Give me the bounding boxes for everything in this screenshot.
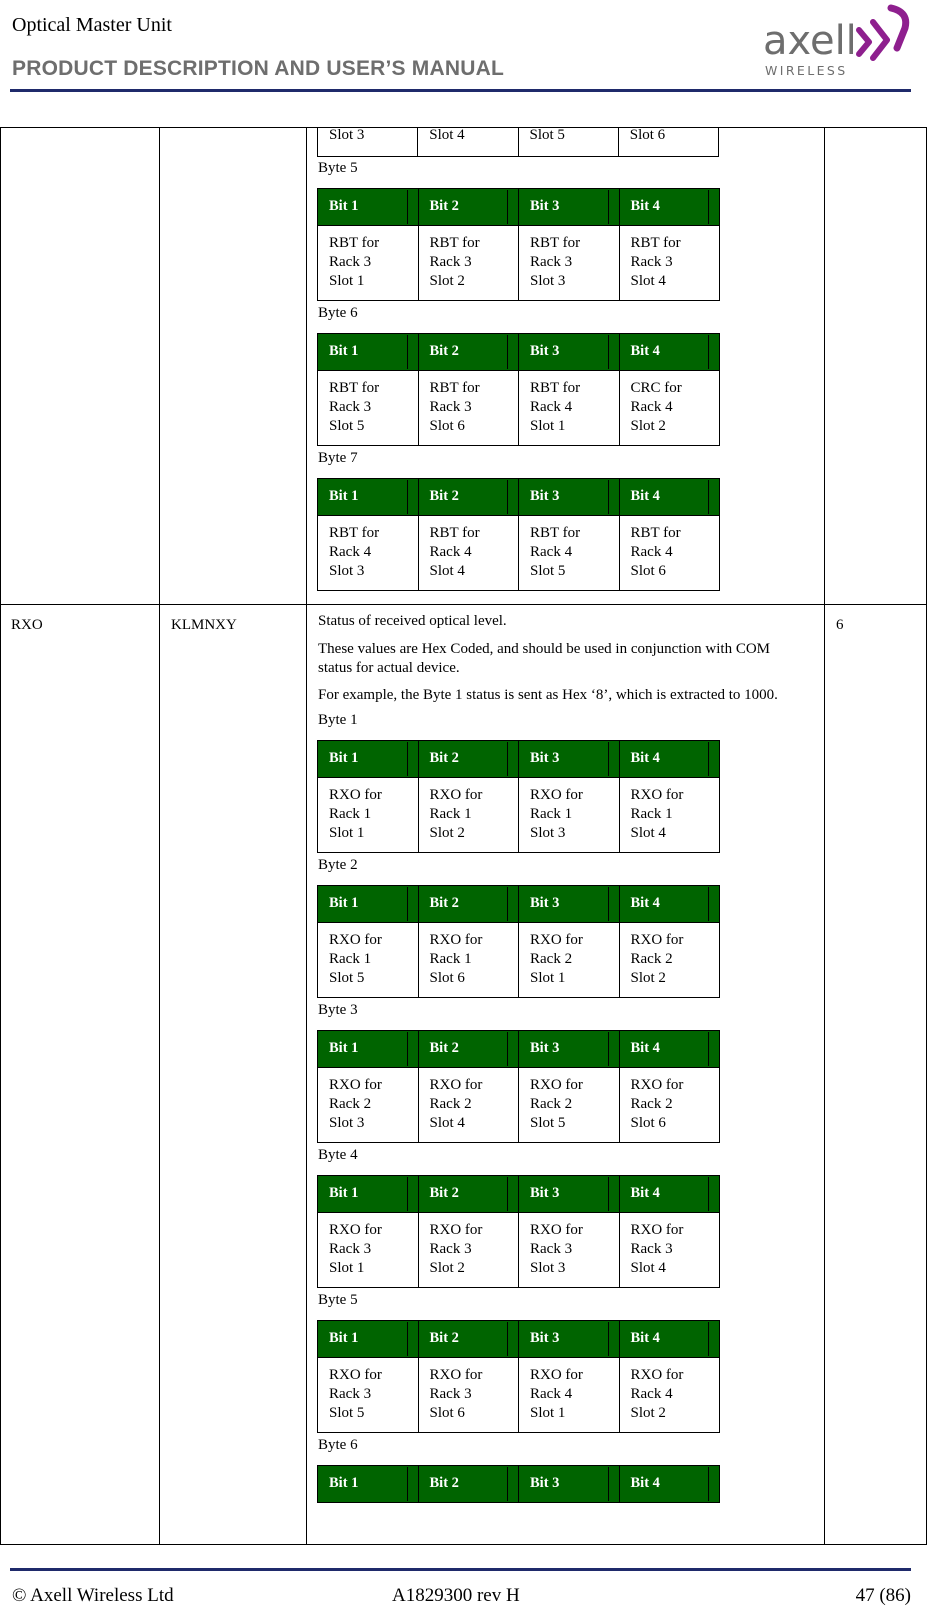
- column-divider: [306, 128, 307, 1544]
- bit-header: Bit 1: [318, 189, 419, 226]
- bit-cell: [418, 778, 519, 853]
- command-name: RXO: [11, 617, 43, 633]
- bit-cell: [619, 1358, 720, 1433]
- bit-cell: [418, 1213, 519, 1288]
- bit-cell-line: Rack 1: [530, 806, 573, 822]
- bit-cell: [418, 1068, 519, 1143]
- bit-cell-line: RBT for: [429, 380, 480, 396]
- column-divider: [159, 128, 160, 1544]
- byte-label: Byte 2: [318, 857, 358, 873]
- bit-cell-line: Rack 3: [329, 399, 372, 415]
- bit-cell-line: Rack 3: [329, 1386, 372, 1402]
- bit-cell-line: Slot 2: [630, 418, 666, 434]
- byte-label: Byte 3: [318, 1002, 358, 1018]
- bit-cell: [519, 516, 620, 591]
- bit-header: Bit 4: [619, 1321, 720, 1358]
- bit-cell-line: Slot 4: [429, 1115, 465, 1131]
- byte-label: Byte 1: [318, 712, 358, 728]
- byte-label: Byte 6: [318, 305, 358, 321]
- bit-cell: [519, 778, 620, 853]
- bit-header: Bit 4: [619, 1176, 720, 1213]
- byte-label: Byte 4: [318, 1147, 358, 1163]
- bit-cell-line: Rack 1: [329, 806, 372, 822]
- bit-cell-line: Rack 3: [530, 1241, 573, 1257]
- bit-cell-line: Slot 6: [429, 970, 465, 986]
- document-title: Optical Master Unit: [12, 14, 172, 36]
- bit-cell-line: Rack 3: [630, 254, 673, 270]
- bit-cell-line: Slot 2: [630, 1405, 666, 1421]
- row-divider: [1, 604, 926, 605]
- bit-cell-line: Slot 4: [630, 825, 666, 841]
- bit-cell-line: Slot 4: [429, 563, 465, 579]
- bit-cell-line: RBT for: [329, 525, 380, 541]
- bit-cell-line: RXO for: [530, 1367, 583, 1383]
- bit-cell-line: RBT for: [530, 235, 581, 251]
- bit-cell: [318, 1068, 419, 1143]
- bit-header: Bit 4: [619, 479, 720, 516]
- bit-header: Bit 3: [519, 886, 620, 923]
- bit-cell-line: Rack 2: [530, 951, 573, 967]
- bit-cell: [418, 371, 519, 446]
- bit-cell-line: Rack 2: [630, 951, 673, 967]
- bit-header: Bit 1: [318, 741, 419, 778]
- bit-cell: [519, 371, 620, 446]
- bit-header: Bit 2: [418, 1321, 519, 1358]
- bit-cell: [619, 226, 720, 301]
- table-cell: Slot 5: [518, 127, 618, 156]
- bit-cell-line: RXO for: [530, 1077, 583, 1093]
- bit-cell-line: Rack 4: [630, 544, 673, 560]
- bit-header: Bit 3: [519, 479, 620, 516]
- bit-header: Bit 3: [519, 1031, 620, 1068]
- bit-cell-line: RXO for: [630, 787, 684, 803]
- bit-cell-line: RXO for: [329, 787, 382, 803]
- bit-cell-line: Slot 1: [530, 970, 566, 986]
- bit-cell-line: RXO for: [329, 1077, 382, 1093]
- bit-header: Bit 3: [519, 334, 620, 371]
- bit-table: [317, 333, 720, 446]
- bit-cell-line: Slot 6: [429, 418, 465, 434]
- bit-table: [317, 1320, 720, 1433]
- bit-header: Bit 2: [418, 741, 519, 778]
- bit-cell-line: Slot 1: [530, 1405, 566, 1421]
- bit-table: [317, 1465, 720, 1503]
- bit-cell-line: Slot 6: [630, 1115, 666, 1131]
- bit-cell-line: CRC for: [630, 380, 682, 396]
- bit-cell-line: Rack 4: [429, 544, 472, 560]
- footer-copyright: © Axell Wireless Ltd: [12, 1585, 174, 1606]
- bit-header: Bit 2: [418, 1031, 519, 1068]
- bit-cell-line: RBT for: [530, 380, 581, 396]
- bit-cell-line: Rack 2: [530, 1096, 573, 1112]
- byte-label: Byte 5: [318, 1292, 358, 1308]
- bit-cell-line: Rack 3: [530, 254, 573, 270]
- bit-cell-line: Rack 3: [429, 254, 472, 270]
- bit-cell-line: Rack 1: [429, 951, 472, 967]
- bit-cell-line: RBT for: [429, 235, 480, 251]
- bit-cell: [318, 1358, 419, 1433]
- bit-cell-line: RXO for: [530, 1222, 583, 1238]
- bit-cell: [519, 1068, 620, 1143]
- bit-cell-line: Slot 5: [329, 418, 365, 434]
- bit-cell-line: RBT for: [530, 525, 581, 541]
- bit-cell-line: Rack 4: [530, 399, 573, 415]
- footer-rule: [10, 1568, 911, 1571]
- bit-cell-line: Rack 3: [329, 254, 372, 270]
- bit-header: Bit 4: [619, 886, 720, 923]
- bit-cell-line: Rack 4: [630, 399, 673, 415]
- bit-header: Bit 3: [519, 1466, 620, 1503]
- bit-cell: [519, 923, 620, 998]
- axell-logo: [763, 2, 913, 84]
- bit-cell-line: Rack 3: [429, 399, 472, 415]
- bit-cell: [418, 923, 519, 998]
- bit-cell-line: Rack 3: [630, 1241, 673, 1257]
- bit-cell-line: Slot 3: [530, 273, 566, 289]
- bit-cell: [619, 778, 720, 853]
- bit-cell: [318, 1213, 419, 1288]
- bit-cell-line: Slot 2: [429, 273, 465, 289]
- bit-cell: [519, 226, 620, 301]
- rxo-description: Status of received optical level.: [318, 613, 507, 629]
- bit-cell-line: Slot 2: [630, 970, 666, 986]
- bit-cell-line: RXO for: [429, 1222, 483, 1238]
- bit-header: Bit 1: [318, 886, 419, 923]
- bit-cell-line: Slot 5: [329, 970, 365, 986]
- rxo-example: For example, the Byte 1 status is sent as Hex ‘8’, which is extracted to 1000.: [318, 687, 778, 703]
- bit-header: Bit 1: [318, 1321, 419, 1358]
- table-cell: Slot 6: [618, 127, 718, 156]
- bit-cell-line: RXO for: [530, 787, 583, 803]
- bit-cell-line: Rack 4: [530, 1386, 573, 1402]
- bit-cell-line: RBT for: [329, 235, 380, 251]
- bit-header: Bit 4: [619, 334, 720, 371]
- column-divider: [824, 128, 825, 1544]
- table-cell: Slot 4: [418, 127, 518, 156]
- bit-cell-line: Slot 6: [429, 1405, 465, 1421]
- bit-header: Bit 2: [418, 334, 519, 371]
- bit-cell-line: RXO for: [630, 1222, 684, 1238]
- bit-cell-line: Slot 4: [630, 273, 666, 289]
- footer-page-number: 47 (86): [855, 1585, 911, 1606]
- byte-label: Byte 5: [318, 160, 358, 176]
- footer-doc-id: A1829300 rev H: [392, 1585, 520, 1606]
- bit-cell-line: RXO for: [329, 932, 382, 948]
- bit-cell-line: Rack 3: [429, 1241, 472, 1257]
- table-cell: Slot 3: [318, 127, 418, 156]
- bit-cell-line: Slot 4: [630, 1260, 666, 1276]
- bit-cell-line: Slot 3: [329, 563, 365, 579]
- bit-cell-line: Slot 1: [329, 1260, 365, 1276]
- bit-cell-line: Rack 2: [630, 1096, 673, 1112]
- header-rule: [10, 89, 911, 92]
- bit-cell-line: Slot 3: [530, 1260, 566, 1276]
- bit-cell-line: Rack 1: [630, 806, 673, 822]
- bit-table: [317, 188, 720, 301]
- bit-cell: [519, 1358, 620, 1433]
- bit-cell-line: RXO for: [530, 932, 583, 948]
- bit-cell: [619, 923, 720, 998]
- bit-cell-line: Slot 3: [530, 825, 566, 841]
- bit-cell-line: Rack 4: [530, 544, 573, 560]
- bit-cell-line: Slot 2: [429, 825, 465, 841]
- bit-cell: [418, 516, 519, 591]
- bit-table: [317, 1030, 720, 1143]
- bit-cell-line: Slot 6: [630, 563, 666, 579]
- bit-cell-line: Slot 3: [329, 1115, 365, 1131]
- bit-cell-line: Rack 3: [429, 1386, 472, 1402]
- bit-cell: [318, 226, 419, 301]
- bit-header: Bit 3: [519, 741, 620, 778]
- bit-cell-line: Slot 1: [329, 273, 365, 289]
- bit-header: Bit 1: [318, 479, 419, 516]
- bit-cell-line: Slot 2: [429, 1260, 465, 1276]
- bit-cell-line: RXO for: [329, 1222, 382, 1238]
- bit-header: Bit 3: [519, 189, 620, 226]
- bit-cell: [318, 516, 419, 591]
- bit-cell: [318, 778, 419, 853]
- bit-cell-line: Rack 3: [329, 1241, 372, 1257]
- bit-cell: [519, 1213, 620, 1288]
- bit-cell-line: Rack 1: [429, 806, 472, 822]
- bit-cell-line: RXO for: [630, 1367, 684, 1383]
- bit-cell-line: RBT for: [329, 380, 380, 396]
- byte-label: Byte 7: [318, 450, 358, 466]
- bit-cell-line: Rack 4: [329, 544, 372, 560]
- bit-cell-line: RBT for: [429, 525, 480, 541]
- bit-cell-line: Rack 1: [329, 951, 372, 967]
- bit-cell-line: Slot 1: [530, 418, 566, 434]
- bit-header: Bit 2: [418, 886, 519, 923]
- command-length: 6: [836, 617, 844, 633]
- bit-cell: [318, 923, 419, 998]
- bit-header: Bit 2: [418, 1466, 519, 1503]
- bit-header: Bit 4: [619, 189, 720, 226]
- bit-cell-line: RXO for: [429, 932, 483, 948]
- bit-cell: [619, 371, 720, 446]
- logo-subtext: WIRELESS: [765, 63, 848, 78]
- bit-table: [317, 885, 720, 998]
- bit-header: Bit 2: [418, 479, 519, 516]
- bit-cell-line: RXO for: [329, 1367, 382, 1383]
- bit-cell-line: Rack 2: [329, 1096, 372, 1112]
- bit-header: Bit 3: [519, 1321, 620, 1358]
- bit-header: Bit 1: [318, 1031, 419, 1068]
- bit-header: Bit 2: [418, 189, 519, 226]
- bit-cell: [619, 1068, 720, 1143]
- bit-cell: [418, 1358, 519, 1433]
- bit-cell-line: Slot 5: [530, 563, 566, 579]
- bit-header: Bit 4: [619, 1031, 720, 1068]
- command-format: KLMNXY: [171, 617, 237, 633]
- bit-cell-line: RXO for: [429, 1077, 483, 1093]
- bit-table: [317, 478, 720, 591]
- bit-cell-line: Slot 5: [530, 1115, 566, 1131]
- bit-header: Bit 1: [318, 1466, 419, 1503]
- bit-cell: [619, 1213, 720, 1288]
- bit-header: Bit 1: [318, 334, 419, 371]
- bit-cell: [418, 226, 519, 301]
- bit-header: Bit 3: [519, 1176, 620, 1213]
- bit-cell-line: RBT for: [630, 525, 681, 541]
- bit-cell-line: RXO for: [429, 1367, 483, 1383]
- bit-cell: [318, 371, 419, 446]
- bit-cell-line: Rack 4: [630, 1386, 673, 1402]
- bit-cell-line: Slot 1: [329, 825, 365, 841]
- bit-cell: [619, 516, 720, 591]
- logo-text: axell: [763, 18, 857, 64]
- bit-header: Bit 4: [619, 741, 720, 778]
- bit-cell-line: RBT for: [630, 235, 681, 251]
- rbt-byte-4-fragment: [317, 127, 719, 157]
- bit-cell-line: RXO for: [429, 787, 483, 803]
- rxo-hex-note: These values are Hex Coded, and should be used in conjunction with COM status for actual device.: [318, 641, 770, 676]
- bit-cell-line: RXO for: [630, 932, 684, 948]
- bit-header: Bit 1: [318, 1176, 419, 1213]
- bit-header: Bit 4: [619, 1466, 720, 1503]
- bit-cell-line: RXO for: [630, 1077, 684, 1093]
- bit-table: [317, 740, 720, 853]
- bit-table: [317, 1175, 720, 1288]
- document-subtitle: PRODUCT DESCRIPTION AND USER’S MANUAL: [12, 57, 504, 80]
- bit-cell-line: Rack 2: [429, 1096, 472, 1112]
- byte-label: Byte 6: [318, 1437, 358, 1453]
- bit-cell-line: Slot 5: [329, 1405, 365, 1421]
- bit-header: Bit 2: [418, 1176, 519, 1213]
